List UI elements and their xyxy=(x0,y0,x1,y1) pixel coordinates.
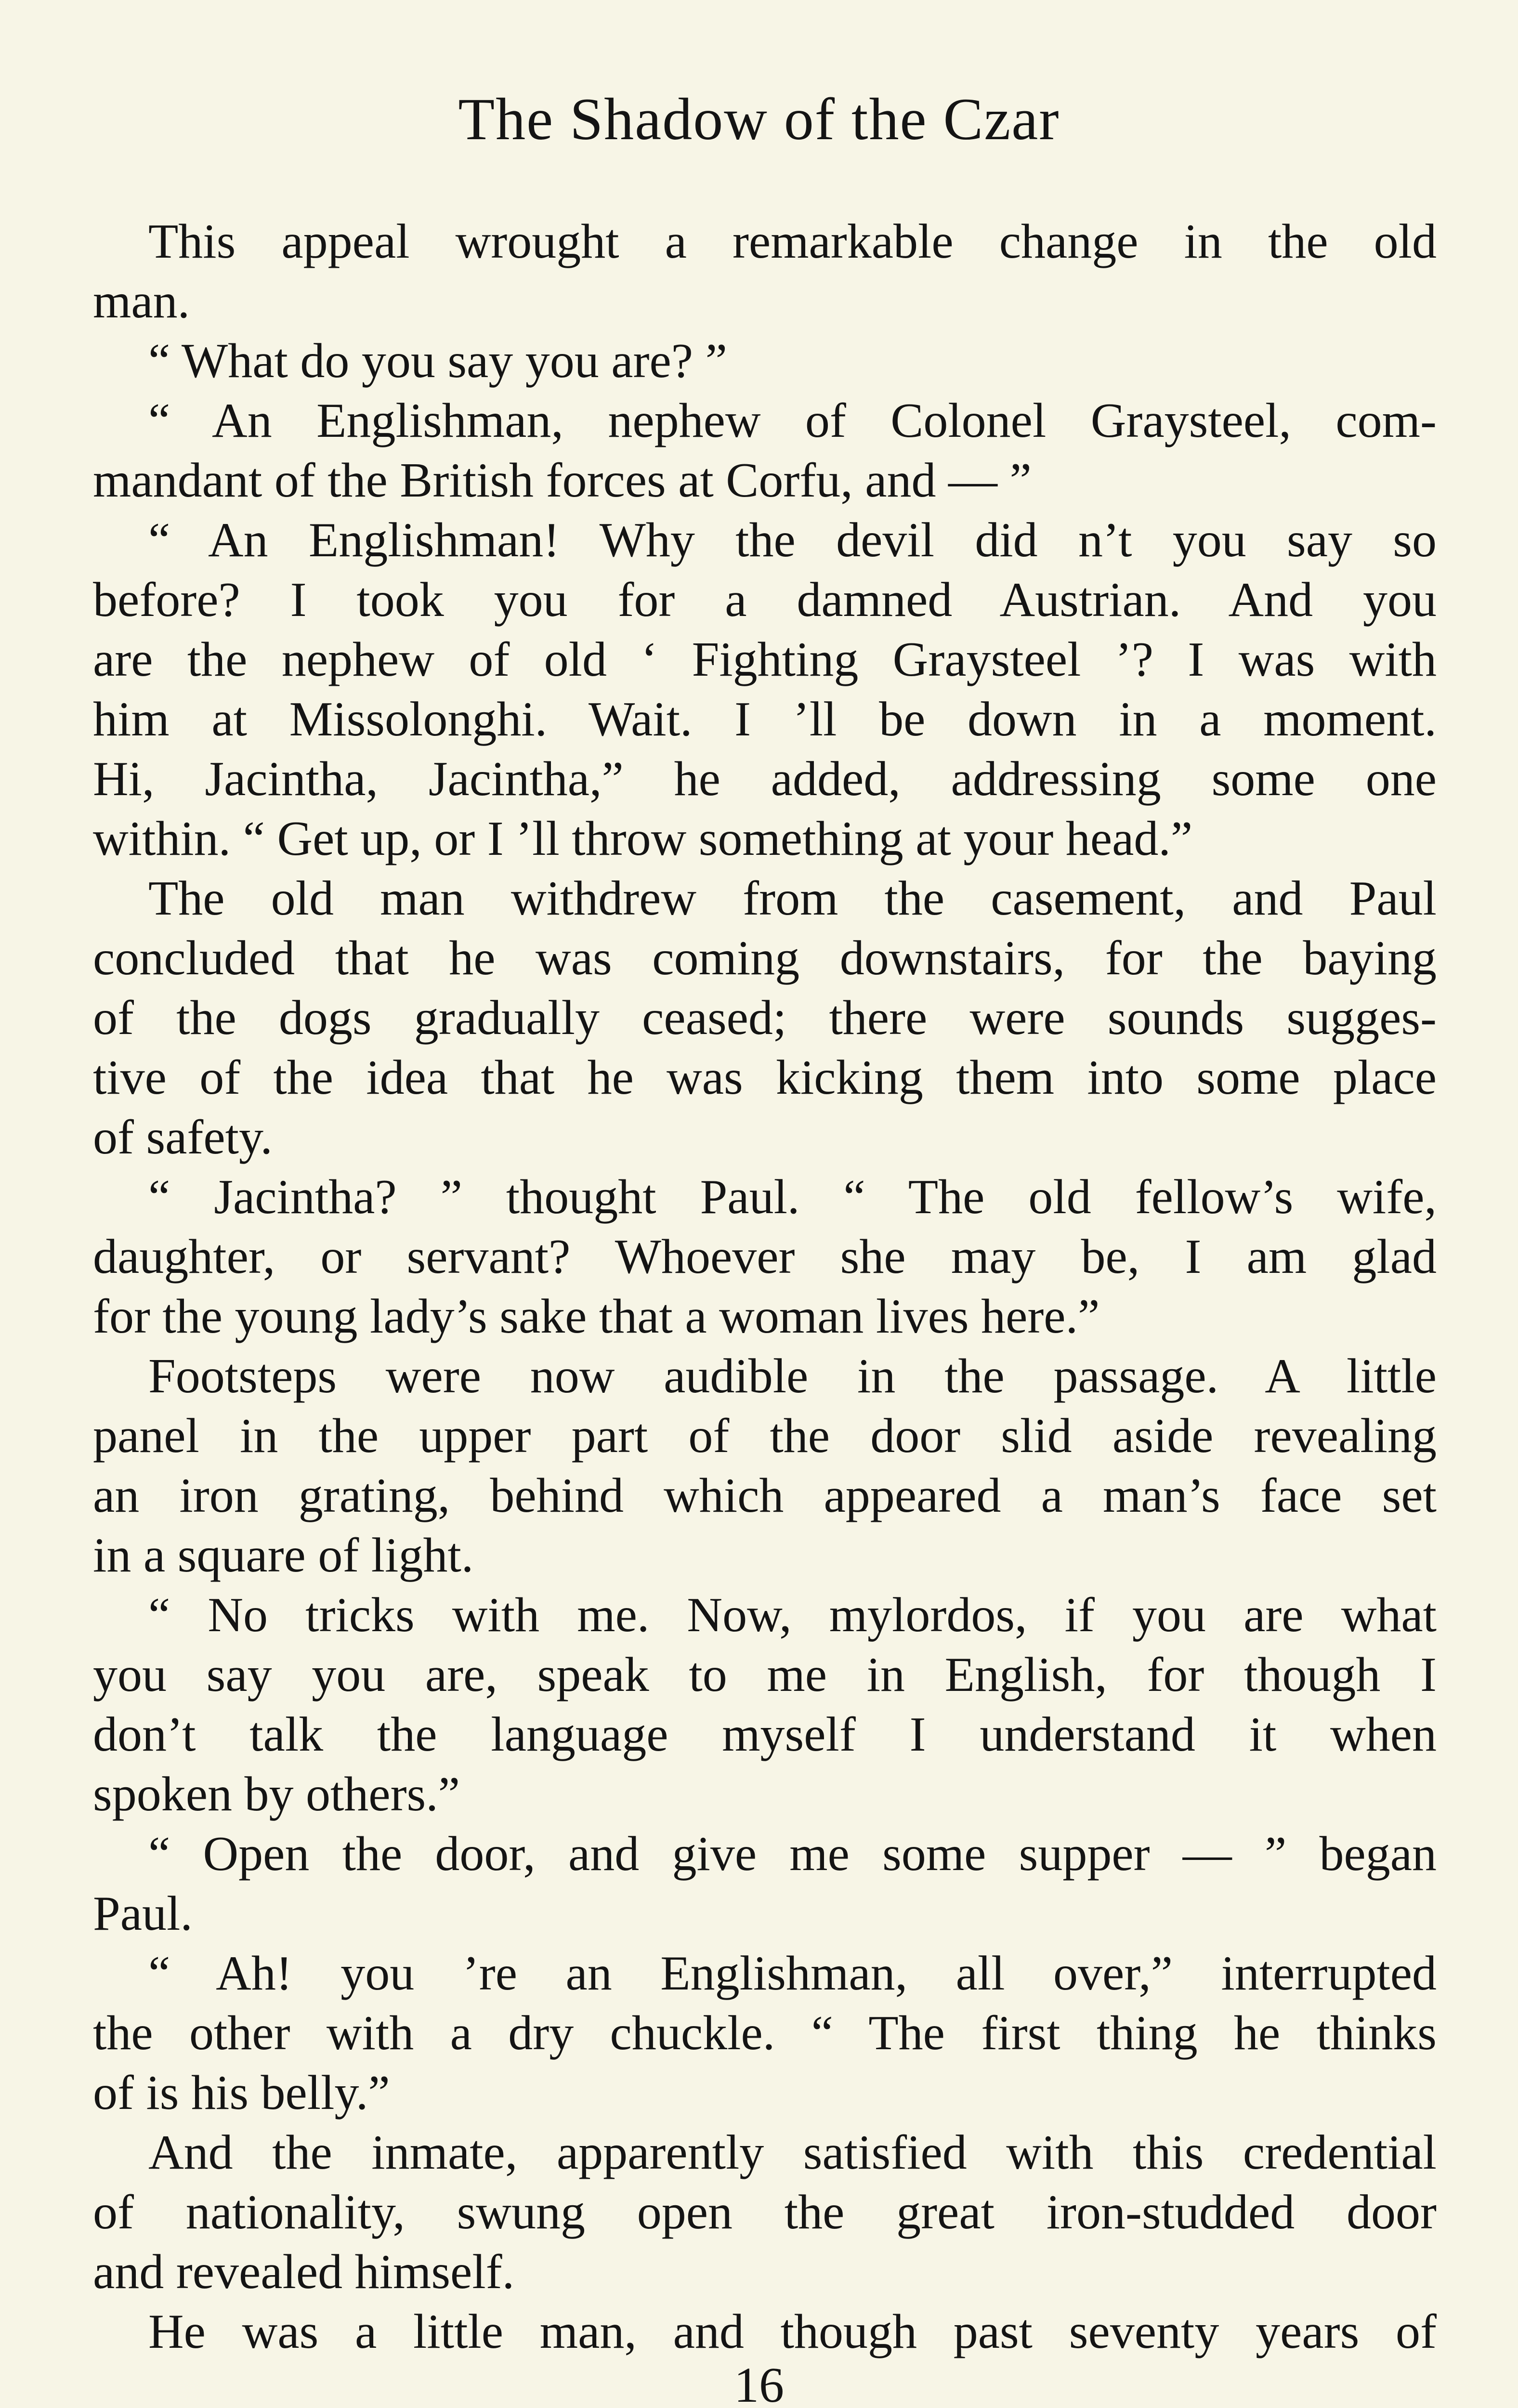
text-line: Footsteps were now audible in the passage. A little xyxy=(148,1349,1437,1403)
text-line: of safety. xyxy=(93,1110,273,1165)
text-line: concluded that he was coming downstairs, for the baying xyxy=(93,931,1437,985)
running-head-title: The Shadow of the Czar xyxy=(458,86,1060,152)
text-line: mandant of the British forces at Corfu, and — ” xyxy=(93,453,1032,508)
text-line: in a square of light. xyxy=(93,1528,474,1583)
text-line: panel in the upper part of the door slid aside revealing xyxy=(93,1409,1437,1463)
text-line: are the nephew of old ‘ Fighting Graysteel ’? I was with xyxy=(93,632,1437,687)
text-line: for the young lady’s sake that a woman lives here.” xyxy=(93,1289,1100,1344)
text-line: before? I took you for a damned Austrian. And you xyxy=(93,573,1437,627)
text-line: “ No tricks with me. Now, mylordos, if you are what xyxy=(148,1588,1437,1642)
page-number: 16 xyxy=(734,2357,784,2408)
text-line: “ An Englishman! Why the devil did n’t you say so xyxy=(148,513,1437,567)
text-line: of is his belly.” xyxy=(93,2066,390,2120)
body-text xyxy=(93,212,1437,2362)
text-line: the other with a dry chuckle. “ The first thing he thinks xyxy=(93,2006,1437,2060)
text-line: “ Open the door, and give me some supper — ” began xyxy=(148,1827,1437,1881)
text-line: This appeal wrought a remarkable change in the old xyxy=(148,214,1437,269)
text-line: “ An Englishman, nephew of Colonel Graysteel, com- xyxy=(148,393,1437,448)
text-line: Hi, Jacintha, Jacintha,” he added, addressing some one xyxy=(93,752,1437,806)
text-line: The old man withdrew from the casement, and Paul xyxy=(148,871,1437,926)
text-line: spoken by others.” xyxy=(93,1767,460,1821)
text-line: He was a little man, and though past seventy years of xyxy=(148,2304,1437,2359)
text-line: you say you are, speak to me in English, for though I xyxy=(93,1648,1437,1702)
text-line: And the inmate, apparently satisfied with this credential xyxy=(148,2125,1437,2180)
text-line: daughter, or servant? Whoever she may be, I am glad xyxy=(93,1230,1437,1284)
text-line: of nationality, swung open the great iron-studded door xyxy=(93,2185,1437,2239)
text-line: an iron grating, behind which appeared a man’s face set xyxy=(93,1468,1437,1523)
text-line: tive of the idea that he was kicking them into some place xyxy=(93,1050,1437,1105)
text-line: within. “ Get up, or I ’ll throw something at your head.” xyxy=(93,811,1193,866)
text-line: of the dogs gradually ceased; there were sounds sugges- xyxy=(93,991,1437,1045)
text-line: him at Missolonghi. Wait. I ’ll be down in a moment. xyxy=(93,692,1437,746)
text-line: “ Ah! you ’re an Englishman, all over,” interrupted xyxy=(148,1946,1437,2001)
text-line: Paul. xyxy=(93,1886,193,1941)
text-line: “ What do you say you are? ” xyxy=(148,334,727,388)
text-line: don’t talk the language myself I understand it when xyxy=(93,1707,1437,1762)
text-line: “ Jacintha? ” thought Paul. “ The old fellow’s wife, xyxy=(148,1170,1437,1224)
text-line: man. xyxy=(93,274,190,328)
text-line: and revealed himself. xyxy=(93,2245,515,2299)
